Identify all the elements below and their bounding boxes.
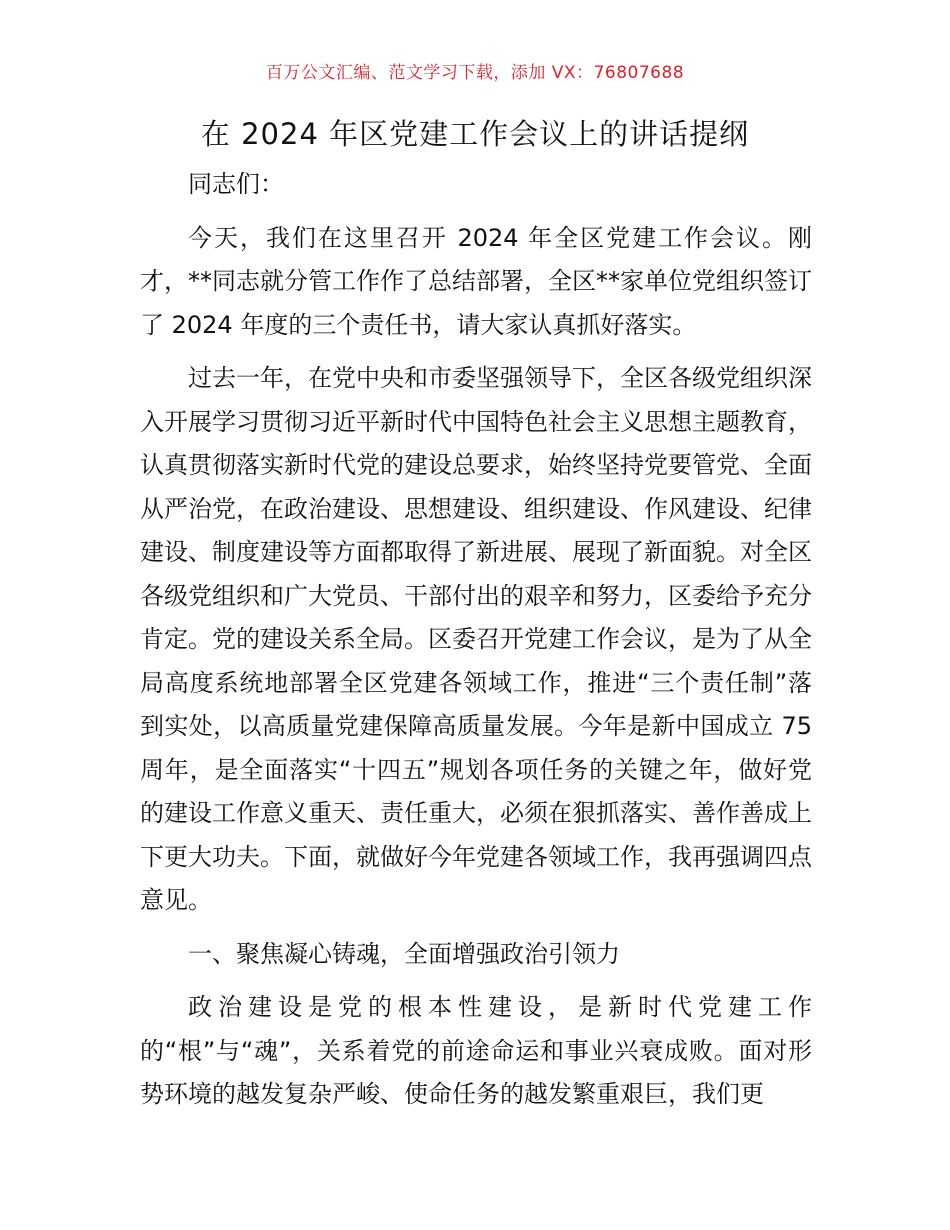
document-body [140,163,812,1127]
paragraph-opening: 今天，我们在这里召开 2024 年全区党建工作会议。刚才，**同志就分管工作作了总结部署，全区**家单位党组织签订了 2024 年度的三个责任书，请大家认真抓好落实。 [140,223,812,339]
section-paragraph: 政治建设是党的根本性建设，是新时代党建工作的“根”与“魂”，关系着党的前途命运和事业兴衰成败。面对形势环境的越发复杂严峻、使命任务的越发繁重艰巨，我们更 [140,993,812,1108]
salutation: 同志们： [188,170,284,198]
paragraph-review: 过去一年，在党中央和市委坚强领导下，全区各级党组织深入开展学习贯彻习近平新时代中国特色社会主义思想主题教育，认真贯彻落实新时代党的建设总要求，始终坚持党要管党、全面从严治党，在政治建设、思想建设、组织建设、作风建设、纪律建设、制度建设等方面都取得了新进展、展现了新面貌。对全区各级党组织和广大党员、干部付出的艰辛和努力，区委给予充分肯定。党的建设关系全局。区委召开党建工作会议，是为了从全局高度系统地部署全区党建各领域工作，推进“三个责任制”落到实处，以高质量党建保障高质量发展。今年是新中国成立 75 周年，是全面落实“十四五”规划各项任务的关键之年，做好党的建设工作意义重天、责任重大，必须在狠抓落实、善作善成上下更大功夫。下面，就做好今年党建各领域工作，我再强调四点意见。 [140,364,812,914]
watermark-text: 百万公文汇编、范文学习下载，添加 VX：76807688 [265,63,685,83]
section-heading: 一、聚焦凝心铸魂，全面增强政治引领力 [188,939,620,968]
document-title: 在 2024 年区党建工作会议上的讲话提纲 [200,117,750,151]
